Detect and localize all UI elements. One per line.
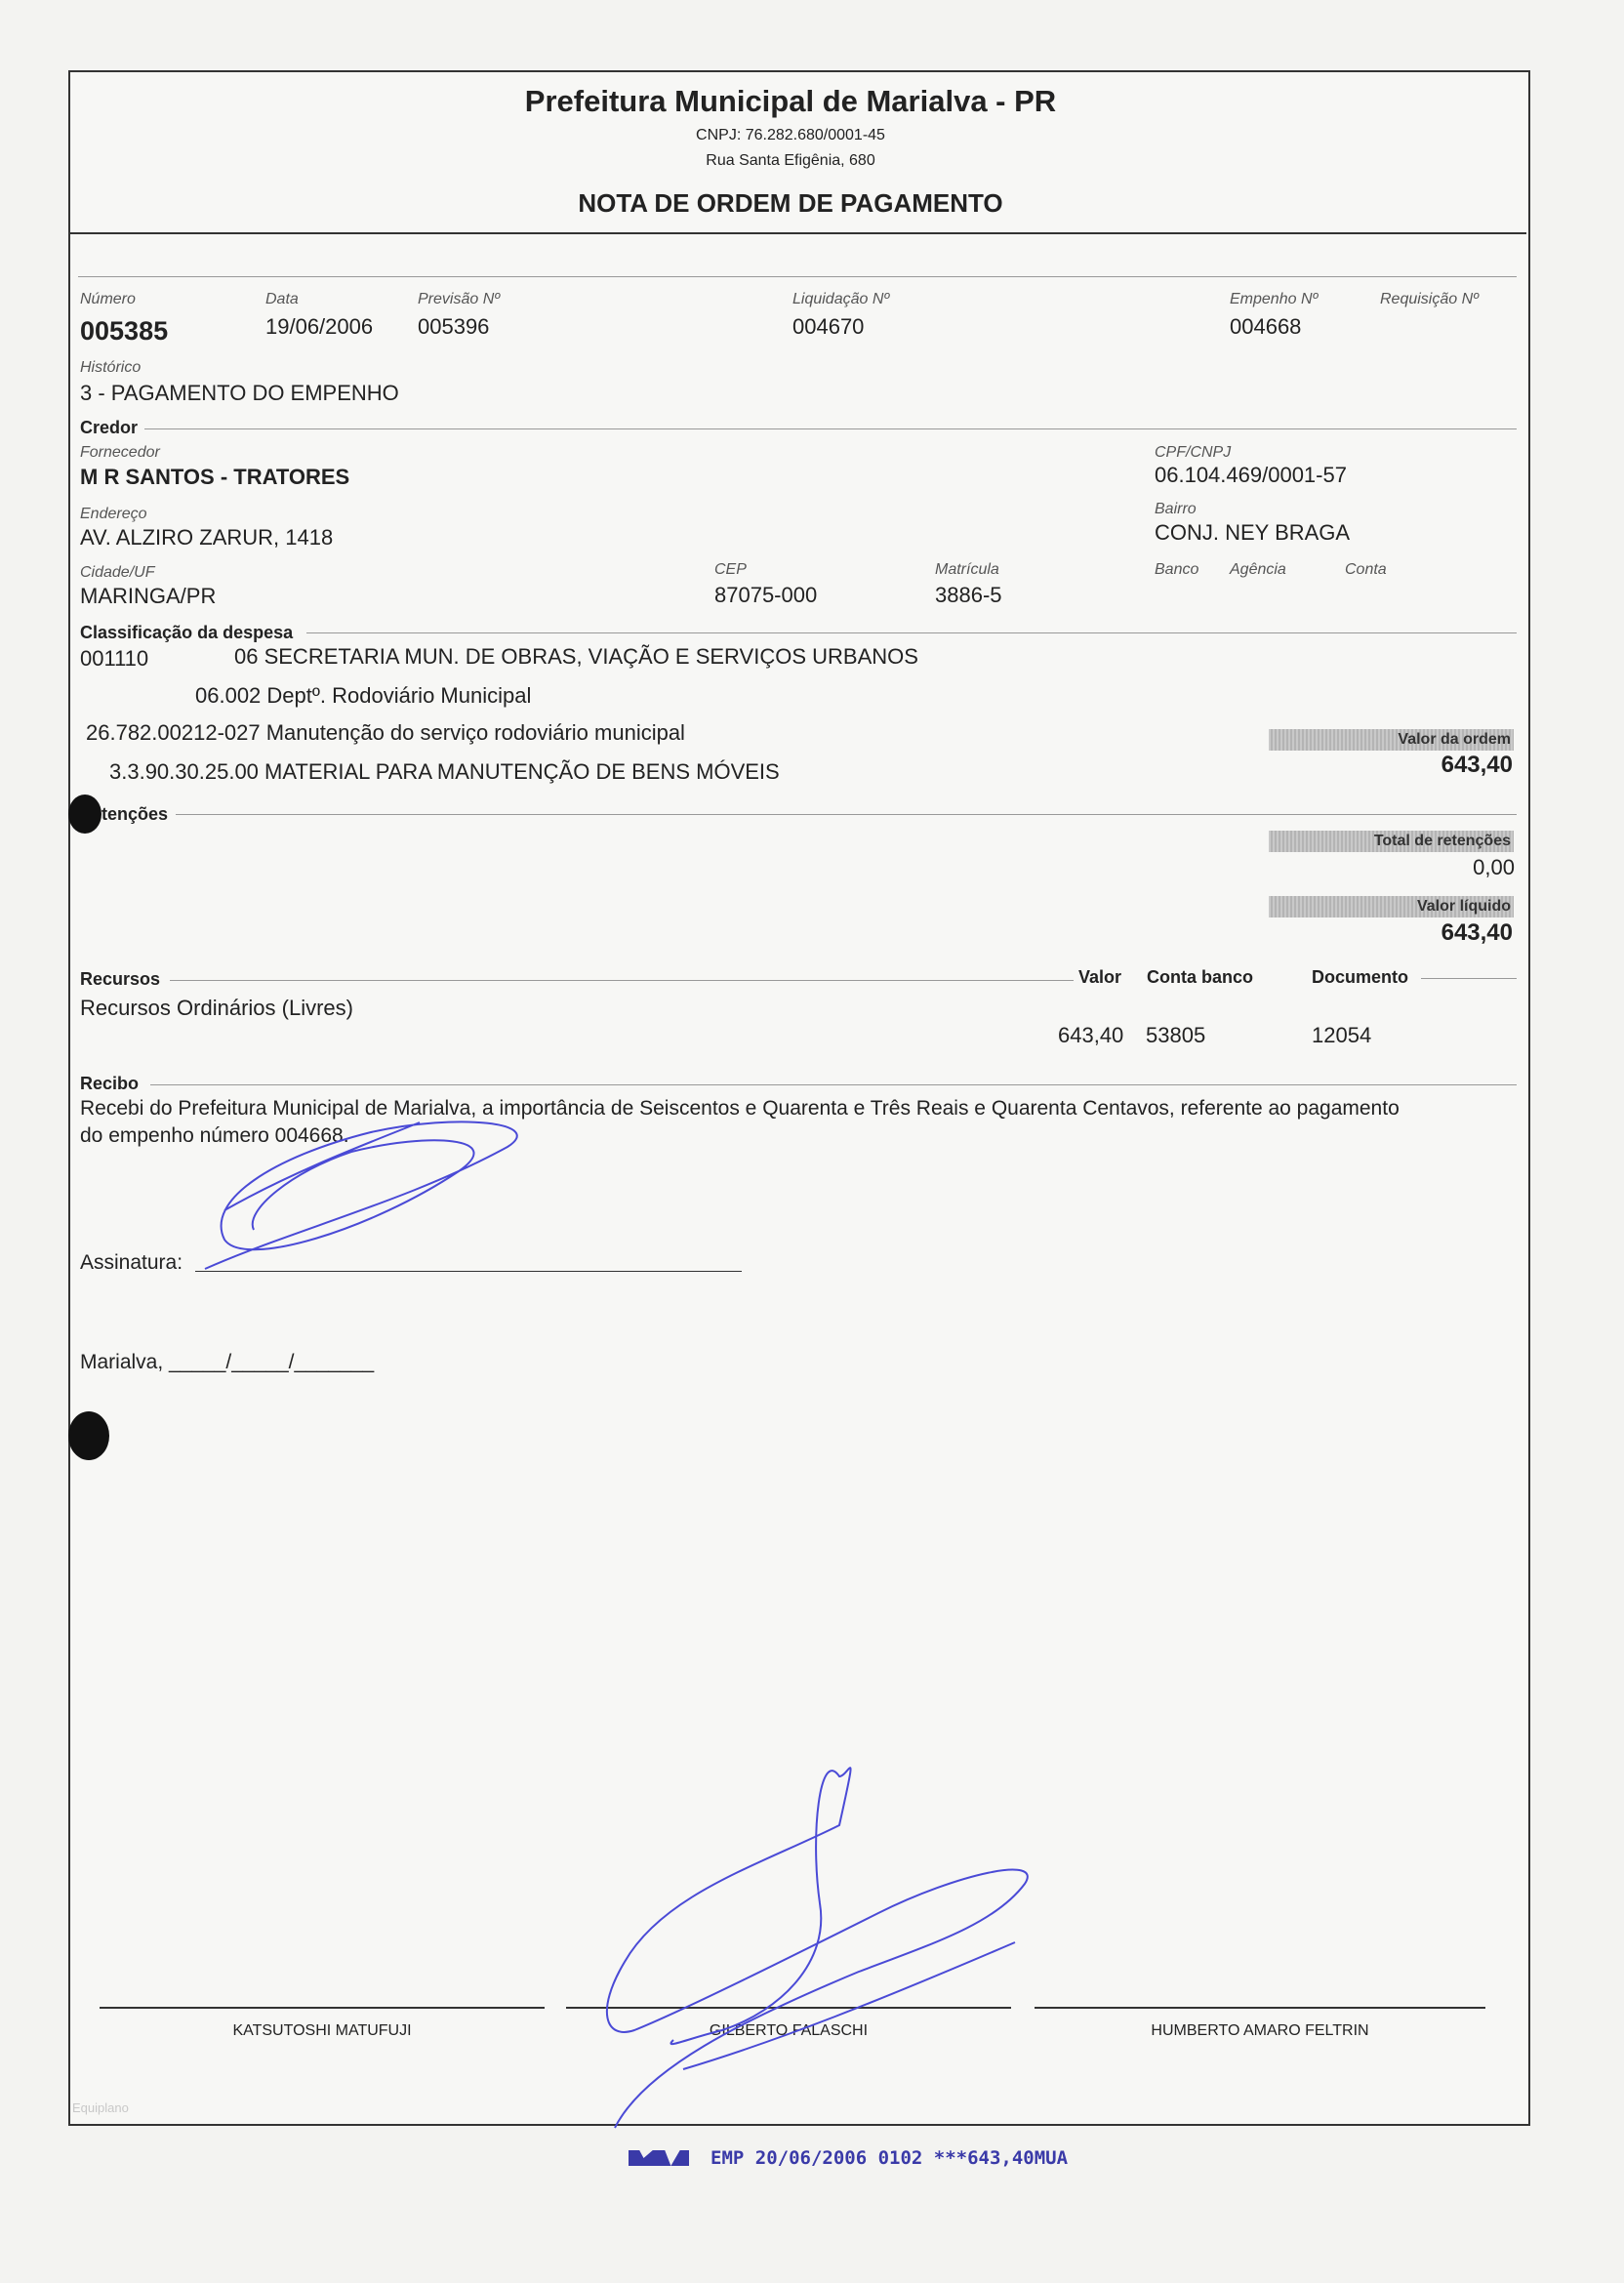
recursos-conta-label: Conta banco — [1147, 967, 1254, 987]
valor-ordem-value: 643,40 — [1441, 752, 1513, 778]
classificacao-section: Classificação da despesa — [80, 623, 294, 642]
cpf-value: 06.104.469/0001-57 — [1155, 463, 1347, 487]
retencoes-section: tenções — [102, 804, 169, 824]
recibo-text-line1: Recebi do Prefeitura Municipal de Marialva, a importância de Seiscentos e Quarenta e Três Reais e Quarenta Centavos, referente ao pagamento — [80, 1097, 1400, 1120]
signature-name-2: GILBERTO FALASCHI — [709, 2022, 869, 2039]
assinatura-label: Assinatura: — [80, 1251, 183, 1274]
banco-label: Banco — [1155, 561, 1199, 578]
document-title: NOTA DE ORDEM DE PAGAMENTO — [578, 188, 1003, 218]
faint-watermark-text: Equiplano — [72, 2100, 129, 2115]
credor-section: Credor — [80, 418, 139, 437]
recursos-valor: 643,40 — [1058, 1023, 1124, 1047]
address-text: Rua Santa Efigênia, 680 — [706, 152, 875, 169]
recursos-valor-label: Valor — [1078, 967, 1122, 987]
recibo-section: Recibo — [80, 1074, 140, 1093]
data-label: Data — [265, 291, 299, 307]
numero-label: Número — [80, 291, 136, 307]
liquidacao-label: Liquidação Nº — [792, 291, 890, 307]
dept-text: 06.002 Deptº. Rodoviário Municipal — [195, 683, 532, 708]
fornecedor-value: M R SANTOS - TRATORES — [80, 465, 350, 489]
recibo-signature-mark — [205, 1121, 517, 1269]
cpf-label: CPF/CNPJ — [1155, 444, 1232, 461]
cidade-label: Cidade/UF — [80, 564, 155, 581]
valor-liquido-label: Valor líquido — [1416, 898, 1511, 915]
footer-stamp-logo — [629, 2150, 689, 2166]
data-value: 19/06/2006 — [265, 314, 374, 339]
secretaria-text: 06 SECRETARIA MUN. DE OBRAS, VIAÇÃO E SERVIÇOS URBANOS — [234, 644, 918, 669]
classificacao-code: 001110 — [80, 646, 149, 671]
signature-name-3: HUMBERTO AMARO FELTRIN — [1151, 2022, 1369, 2039]
cep-value: 87075-000 — [714, 583, 818, 607]
page-title: Prefeitura Municipal de Marialva - PR — [524, 84, 1057, 118]
historico-value: 3 - PAGAMENTO DO EMPENHO — [80, 381, 399, 405]
recursos-documento: 12054 — [1312, 1023, 1372, 1047]
requisicao-label: Requisição Nº — [1380, 291, 1479, 307]
elemento-text: 3.3.90.30.25.00 MATERIAL PARA MANUTENÇÃO DE BENS MÓVEIS — [109, 759, 780, 784]
historico-label: Histórico — [80, 359, 142, 376]
valor-ordem-label: Valor da ordem — [1398, 731, 1511, 748]
footer-stamp: EMP 20/06/2006 0102 ***643,40MUA — [710, 2147, 1069, 2169]
total-retencoes-label: Total de retenções — [1373, 833, 1511, 849]
recursos-conta: 53805 — [1146, 1023, 1206, 1047]
liquidacao-value: 004670 — [792, 314, 865, 339]
bottom-signature-mark — [607, 1768, 1028, 2128]
numero-value: 005385 — [80, 316, 169, 346]
recibo-text-line2: do empenho número 004668. — [80, 1124, 349, 1147]
local-date: Marialva, _____/_____/_______ — [80, 1351, 375, 1373]
fornecedor-label: Fornecedor — [80, 444, 160, 461]
empenho-label: Empenho Nº — [1230, 291, 1319, 307]
recursos-section: Recursos — [80, 969, 161, 989]
cidade-value: MARINGA/PR — [80, 584, 217, 608]
cep-label: CEP — [714, 561, 747, 578]
agencia-label: Agência — [1230, 561, 1286, 578]
previsao-value: 005396 — [418, 314, 490, 339]
conta-label: Conta — [1345, 561, 1387, 578]
matricula-label: Matrícula — [935, 561, 999, 578]
total-retencoes-value: 0,00 — [1473, 855, 1515, 879]
matricula-value: 3886-5 — [935, 583, 1002, 607]
endereco-label: Endereço — [80, 506, 147, 522]
previsao-label: Previsão Nº — [418, 291, 501, 307]
endereco-value: AV. ALZIRO ZARUR, 1418 — [80, 525, 334, 550]
signature-name-1: KATSUTOSHI MATUFUJI — [232, 2022, 412, 2039]
recursos-documento-label: Documento — [1312, 967, 1408, 987]
bairro-value: CONJ. NEY BRAGA — [1155, 520, 1351, 545]
valor-liquido-value: 643,40 — [1441, 919, 1513, 946]
programa-text: 26.782.00212-027 Manutenção do serviço rodoviário municipal — [86, 720, 685, 745]
bairro-label: Bairro — [1155, 501, 1197, 517]
cnpj-text: CNPJ: 76.282.680/0001-45 — [696, 127, 885, 143]
recursos-descricao: Recursos Ordinários (Livres) — [80, 996, 353, 1020]
empenho-value: 004668 — [1230, 314, 1302, 339]
